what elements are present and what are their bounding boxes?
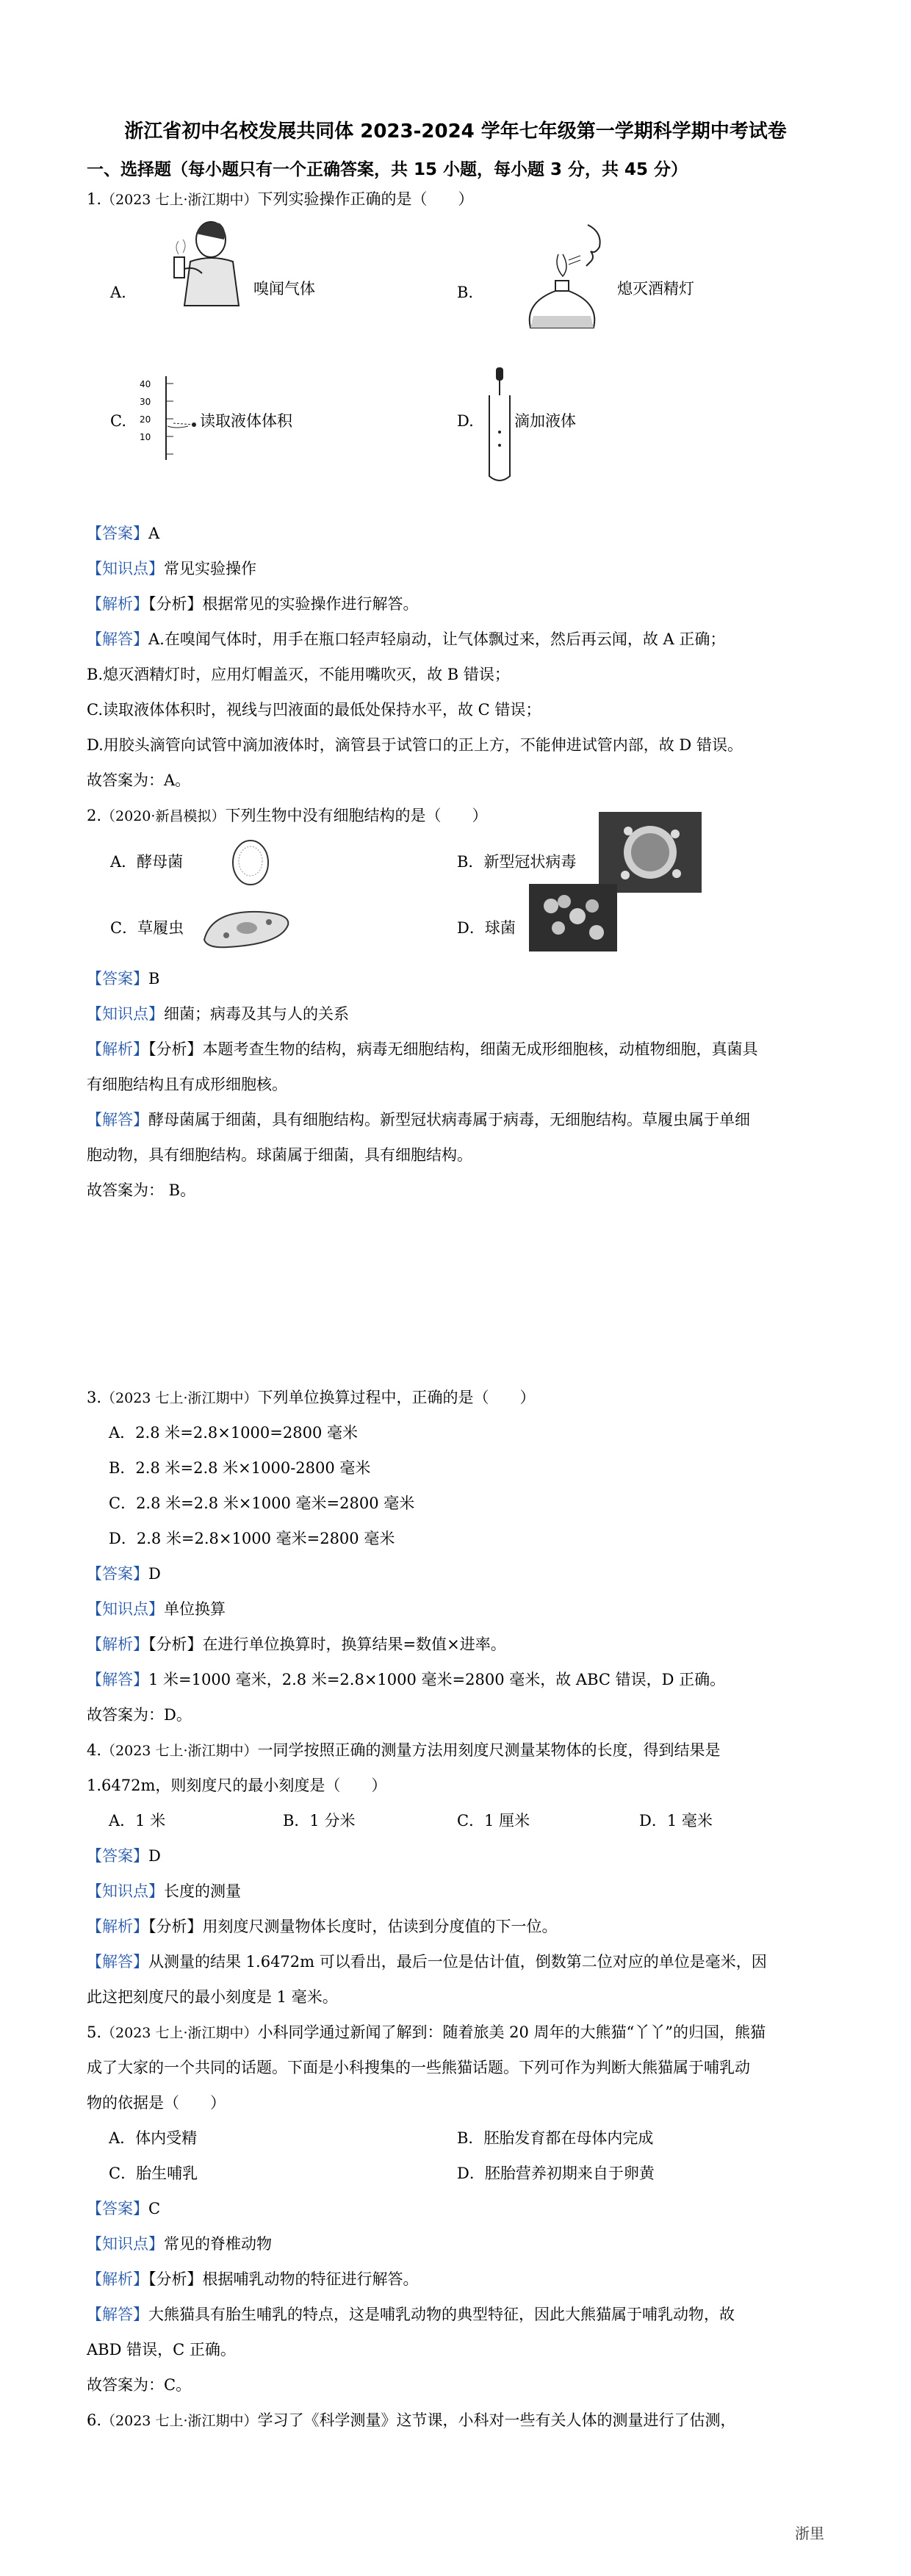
- cyl-tick-20: 20: [140, 414, 151, 425]
- q4-option-d: D．1 毫米: [639, 1812, 713, 1830]
- q1-answer: 【答案】A: [87, 525, 160, 542]
- paramecium-image: [198, 906, 294, 951]
- q1-explain-c: C.读取液体体积时，视线与凹液面的最低处保持水平，故 C 错误；: [87, 701, 541, 719]
- q3-option-b: B．2.8 米=2.8 米×1000-2800 毫米: [109, 1459, 371, 1477]
- yeast-image: [228, 836, 273, 889]
- q2-option-c: C．草履虫: [110, 919, 184, 937]
- q1-option-b: B.: [457, 284, 474, 301]
- q2-explain-2: 胞动物，具有细胞结构。球菌属于细菌，具有细胞结构。: [87, 1146, 472, 1164]
- q3-explain: 【解答】1 米=1000 毫米，2.8 米=2.8×1000 毫米=2800 毫米，故 ABC 错误，D 正确。: [87, 1671, 726, 1688]
- q1-option-c-text: 读取液体体积: [200, 412, 292, 430]
- q1-explain-d: D.用胶头滴管向试管中滴加液体时，滴管县于试管口的正上方，不能伸进试管内部，故 D 错误。: [87, 736, 743, 754]
- q4-explain: 【解答】从测量的结果 1.6472m 可以看出，最后一位是估计值，倒数第二位对应的单位是毫米，因: [87, 1953, 767, 1971]
- smell-gas-illustration: [165, 217, 246, 307]
- q3-knowledge: 【知识点】单位换算: [87, 1600, 226, 1618]
- section-heading: 一、选择题（每小题只有一个正确答案，共 15 小题，每小题 3 分，共 45 分）: [87, 160, 688, 179]
- q5-option-c: C．胎生哺乳: [109, 2165, 198, 2182]
- q4-option-b: B．1 分米: [283, 1812, 356, 1830]
- q1-knowledge: 【知识点】常见实验操作: [87, 560, 256, 578]
- coccus-image: [529, 884, 617, 951]
- q5-final: 故答案为：C。: [87, 2376, 192, 2394]
- question-1-stem: 1.（2023 七上·浙江期中）下列实验操作正确的是（ ）: [87, 190, 474, 208]
- cyl-tick-30: 30: [140, 397, 151, 407]
- q4-knowledge: 【知识点】长度的测量: [87, 1882, 241, 1900]
- question-5-stem: 5.（2023 七上·浙江期中）小科同学通过新闻了解到：随着旅美 20 周年的大熊猫“丫丫”的归国，熊猫: [87, 2023, 766, 2041]
- blow-lamp-illustration: [514, 217, 610, 339]
- q2-option-b: B．新型冠状病毒: [457, 853, 577, 871]
- cylinder-illustration: [132, 373, 198, 461]
- q4-explain-2: 此这把刻度尺的最小刻度是 1 毫米。: [87, 1988, 338, 2006]
- q3-option-a: A．2.8 米=2.8×1000=2800 毫米: [109, 1424, 358, 1442]
- question-4-stem-2: 1.6472m，则刻度尺的最小刻度是（ ）: [87, 1777, 387, 1794]
- question-2-stem: 2.（2020·新昌模拟）下列生物中没有细胞结构的是（ ）: [87, 807, 488, 824]
- cyl-tick-40: 40: [140, 379, 151, 389]
- q5-explain: 【解答】大熊猫具有胎生哺乳的特点，这是哺乳动物的典型特征，因此大熊猫属于哺乳动物，故: [87, 2306, 735, 2323]
- q3-option-c: C．2.8 米=2.8 米×1000 毫米=2800 毫米: [109, 1494, 415, 1512]
- question-6-stem: 6.（2023 七上·浙江期中）学习了《科学测量》这节课，小科对一些有关人体的测量进行了估测，: [87, 2411, 736, 2429]
- page-footer: 浙里: [795, 2525, 824, 2542]
- q5-analysis: 【解析】【分析】根据哺乳动物的特征进行解答。: [87, 2270, 419, 2288]
- q3-final: 故答案为：D。: [87, 1706, 192, 1724]
- q2-answer: 【答案】B: [87, 970, 160, 987]
- q1-analysis: 【解析】【分析】根据常见的实验操作进行解答。: [87, 595, 419, 613]
- question-4-stem: 4.（2023 七上·浙江期中）一同学按照正确的测量方法用刻度尺测量某物体的长度，得到结果是: [87, 1741, 721, 1759]
- q2-knowledge: 【知识点】细菌；病毒及其与人的关系: [87, 1005, 349, 1023]
- dropper-illustration: [485, 366, 514, 485]
- q5-knowledge: 【知识点】常见的脊椎动物: [87, 2235, 272, 2253]
- q1-option-a-text: 嗅闻气体: [253, 280, 315, 298]
- q1-option-b-text: 熄灭酒精灯: [617, 280, 694, 298]
- q4-option-c: C．1 厘米: [457, 1812, 530, 1830]
- q1-option-c: C.: [110, 412, 126, 430]
- question-5-stem-2: 成了大家的一个共同的话题。下面是小科搜集的一些熊猫话题。下列可作为判断大熊猫属于哺乳动: [87, 2059, 750, 2076]
- q2-option-a: A．酵母菌: [110, 853, 184, 871]
- q5-option-a: A．体内受精: [109, 2129, 198, 2147]
- q1-final: 故答案为：A。: [87, 771, 191, 789]
- q1-explain-b: B.熄灭酒精灯时，应用灯帽盖灭，不能用嘴吹灭，故 B 错误；: [87, 666, 510, 683]
- q4-option-a: A．1 米: [109, 1812, 166, 1830]
- q1-option-d: D.: [457, 412, 474, 430]
- q2-explain: 【解答】酵母菌属于细菌，具有细胞结构。新型冠状病毒属于病毒，无细胞结构。草履虫属于单细: [87, 1111, 750, 1129]
- q2-analysis-2: 有细胞结构且有成形细胞核。: [87, 1076, 287, 1093]
- q5-explain-2: ABD 错误，C 正确。: [87, 2341, 236, 2359]
- q2-final: 故答案为： B。: [87, 1181, 196, 1199]
- q1-option-a: A.: [110, 284, 126, 301]
- q2-option-d: D．球菌: [457, 919, 516, 937]
- q1-option-d-text: 滴加液体: [514, 412, 576, 430]
- q3-option-d: D．2.8 米=2.8×1000 毫米=2800 毫米: [109, 1530, 395, 1547]
- q1-explain: 【解答】A.在嗅闻气体时，用手在瓶口轻声轻扇动，让气体飘过来，然后再云闻，故 A 正确；: [87, 630, 726, 648]
- q4-answer: 【答案】D: [87, 1847, 161, 1865]
- q2-analysis: 【解析】【分析】本题考查生物的结构，病毒无细胞结构，细菌无成形细胞核，动植物细胞，真菌具: [87, 1040, 758, 1058]
- virus-image: [599, 812, 702, 893]
- q5-option-d: D．胚胎营养初期来自于卵黄: [457, 2165, 655, 2182]
- q3-answer: 【答案】D: [87, 1565, 161, 1583]
- q3-analysis: 【解析】【分析】在进行单位换算时，换算结果=数值×进率。: [87, 1636, 506, 1653]
- q4-analysis: 【解析】【分析】用刻度尺测量物体长度时，估读到分度值的下一位。: [87, 1918, 558, 1935]
- q5-answer: 【答案】C: [87, 2200, 161, 2217]
- cyl-tick-10: 10: [140, 432, 151, 442]
- page-title: 浙江省初中名校发展共同体 2023-2024 学年七年级第一学期科学期中考试卷: [124, 120, 787, 143]
- question-5-stem-3: 物的依据是（ ）: [87, 2094, 226, 2112]
- q5-option-b: B．胚胎发育都在母体内完成: [457, 2129, 654, 2147]
- question-3-stem: 3.（2023 七上·浙江期中）下列单位换算过程中，正确的是（ ）: [87, 1389, 536, 1406]
